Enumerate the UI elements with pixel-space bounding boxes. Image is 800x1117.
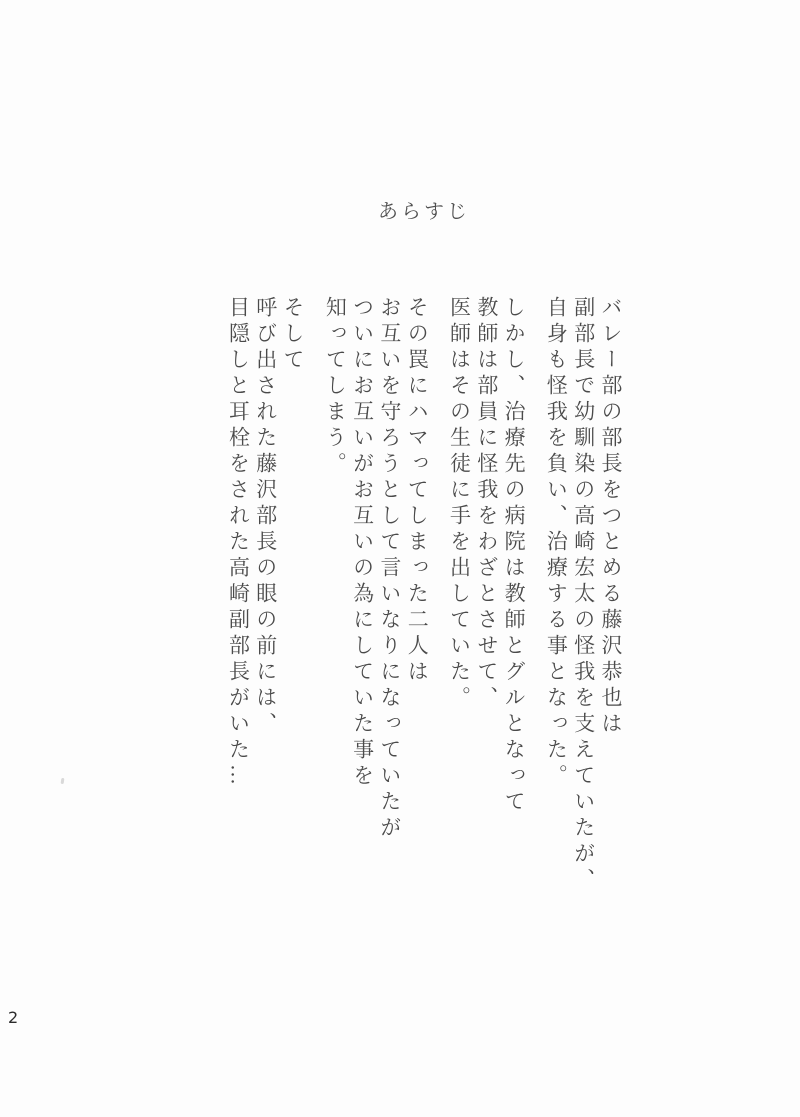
synopsis-line: 副部長で幼馴染の高崎宏太の怪我を支えていたが、 <box>571 296 596 894</box>
synopsis-paragraph <box>445 296 527 906</box>
synopsis-paragraph <box>542 296 624 906</box>
synopsis-line: お互いを守ろうとして言いなりになっていたが <box>377 296 402 842</box>
synopsis-block <box>224 296 624 906</box>
synopsis-line: 目隠しと耳栓をされた高崎副部長がいた… <box>226 296 251 790</box>
synopsis-paragraph <box>224 296 306 906</box>
synopsis-line: しかし、治療先の病院は教師とグルとなって <box>502 296 527 816</box>
scan-artifact <box>61 778 65 784</box>
synopsis-line: ついにお互いがお互いの為にしていた事を <box>350 296 375 790</box>
synopsis-paragraph <box>321 296 430 906</box>
page-title: あらすじ <box>378 201 470 223</box>
synopsis-line: 教師は部員に怪我をわざとさせて、 <box>474 296 499 712</box>
synopsis-line: 医師はその生徒に手を出していた。 <box>447 296 472 712</box>
synopsis-line: その罠にハマってしまった二人は <box>405 296 430 686</box>
synopsis-line: バレー部の部長をつとめる藤沢恭也は <box>599 296 623 738</box>
synopsis-line: 知ってしまう。 <box>323 296 348 478</box>
page-number: 2 <box>8 1008 19 1027</box>
synopsis-line: 自身も怪我を負い、治療する事となった。 <box>544 296 569 790</box>
synopsis-line: そして <box>281 296 306 374</box>
synopsis-line: 呼び出された藤沢部長の眼の前には、 <box>253 296 278 738</box>
